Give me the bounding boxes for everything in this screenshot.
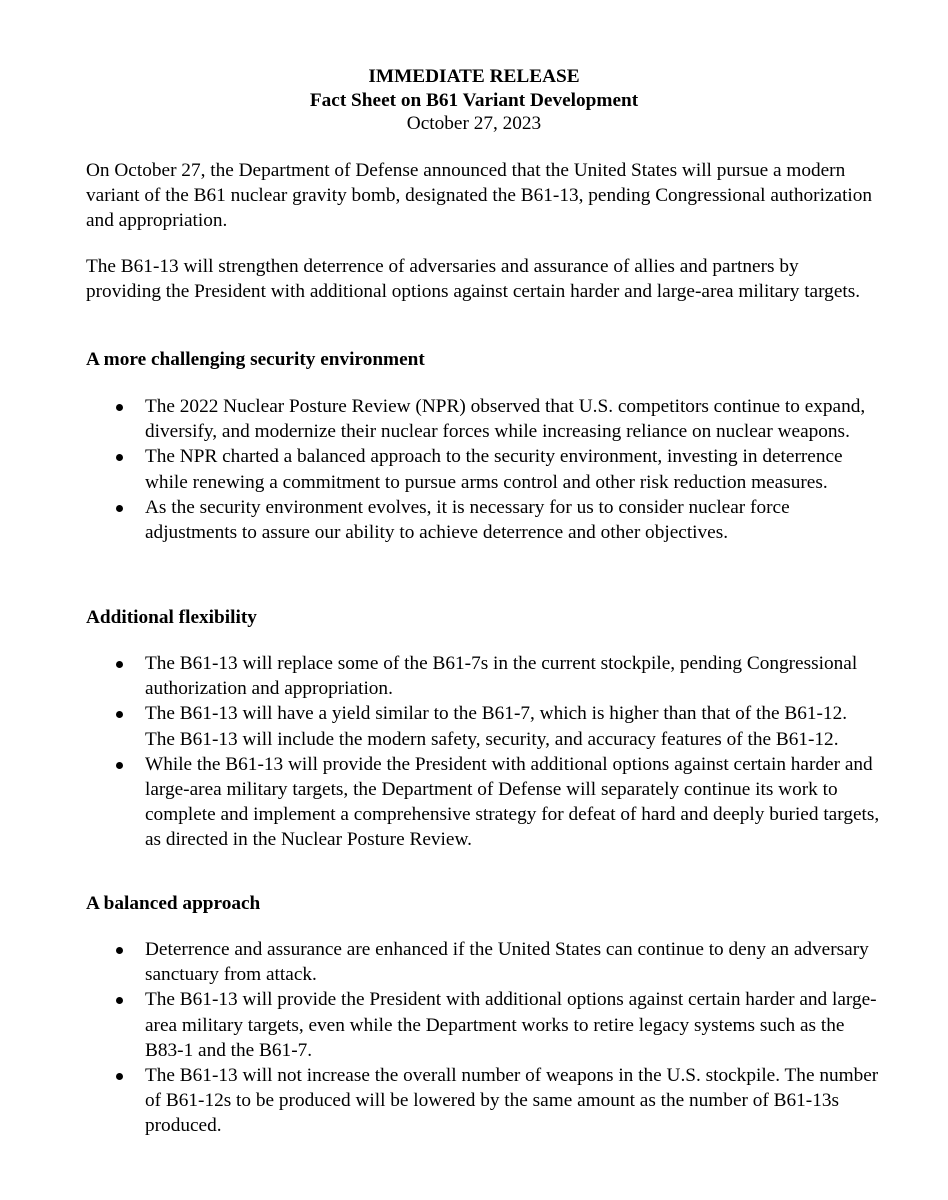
intro-paragraph-2: The B61-13 will strengthen deterrence of adversaries and assurance of allies and partners by providing the President with additional options against certain harder and large-area military targets. [86, 256, 861, 303]
bullet-icon [116, 997, 123, 1004]
list-item-text: The NPR charted a balanced approach to the security environment, investing in deterrence while renewing a commitment to pursue arms control and other risk reduction measures. [145, 446, 843, 493]
list-item [0, 701, 880, 751]
bullet-list-additional-flexibility [0, 651, 948, 853]
list-item [0, 495, 880, 545]
list-item-text: Deterrence and assurance are enhanced if the United States can continue to deny an adversary sanctuary from attack. [145, 939, 869, 986]
bullet-icon [116, 505, 123, 512]
list-item [0, 444, 880, 494]
section-heading-additional-flexibility: Additional flexibility [86, 607, 257, 628]
list-item [0, 1063, 880, 1139]
list-item [0, 752, 880, 853]
list-item [0, 987, 880, 1063]
document-title: Fact Sheet on B61 Variant Development [309, 89, 639, 111]
section-heading-security-environment: A more challenging security environment [86, 349, 425, 370]
bullet-icon [116, 762, 123, 769]
document-header [0, 65, 948, 136]
list-item-text: The B61-13 will not increase the overall number of weapons in the U.S. stockpile. The number of B61-12s to be produced will be lowered by the same amount as the number of B61-13s produced. [145, 1065, 879, 1137]
list-item-text: The B61-13 will replace some of the B61-7s in the current stockpile, pending Congressional authorization and appropriation. [145, 653, 858, 700]
intro-paragraph-1: On October 27, the Department of Defense announced that the United States will pursue a modern variant of the B61 nuclear gravity bomb, designated the B61-13, pending Congressional authorization and appropriation. [86, 160, 873, 232]
bullet-icon [116, 711, 123, 718]
list-item [0, 394, 880, 444]
bullet-list-security-environment [0, 394, 948, 545]
list-item-text: As the security environment evolves, it is necessary for us to consider nuclear force adjustments to assure our ability to achieve deterrence and other objectives. [145, 496, 790, 544]
section-heading-balanced-approach: A balanced approach [86, 893, 261, 914]
bullet-icon [116, 1073, 123, 1080]
bullet-icon [116, 454, 123, 461]
list-item [0, 651, 880, 701]
list-item-text: The 2022 Nuclear Posture Review (NPR) observed that U.S. competitors continue to expand, diversify, and modernize their nuclear forces while increasing reliance on nuclear weapons. [145, 396, 866, 443]
release-label: IMMEDIATE RELEASE [368, 66, 580, 87]
bullet-icon [116, 947, 123, 954]
bullet-list-balanced-approach [0, 937, 948, 1139]
bullet-icon [116, 404, 123, 411]
list-item-text: While the B61-13 will provide the President with additional options against certain harder and large-area military targets, the Department of Defense will separately continue its work to complete and implement a comprehensive strategy for defeat of hard and deeply buried targets, as directed in the Nuclear Posture Review. [145, 753, 880, 851]
list-item-text: The B61-13 will provide the President with additional options against certain harder and large-area military targets, even while the Department works to retire legacy systems such as the B83-1 and the B61-7. [145, 989, 877, 1061]
bullet-icon [116, 661, 123, 668]
document-date: October 27, 2023 [406, 113, 542, 134]
list-item [0, 937, 880, 987]
list-item-text: The B61-13 will have a yield similar to the B61-7, which is higher than that of the B61-12. The B61-13 will include the modern safety, security, and accuracy features of the B61-12. [145, 703, 848, 750]
